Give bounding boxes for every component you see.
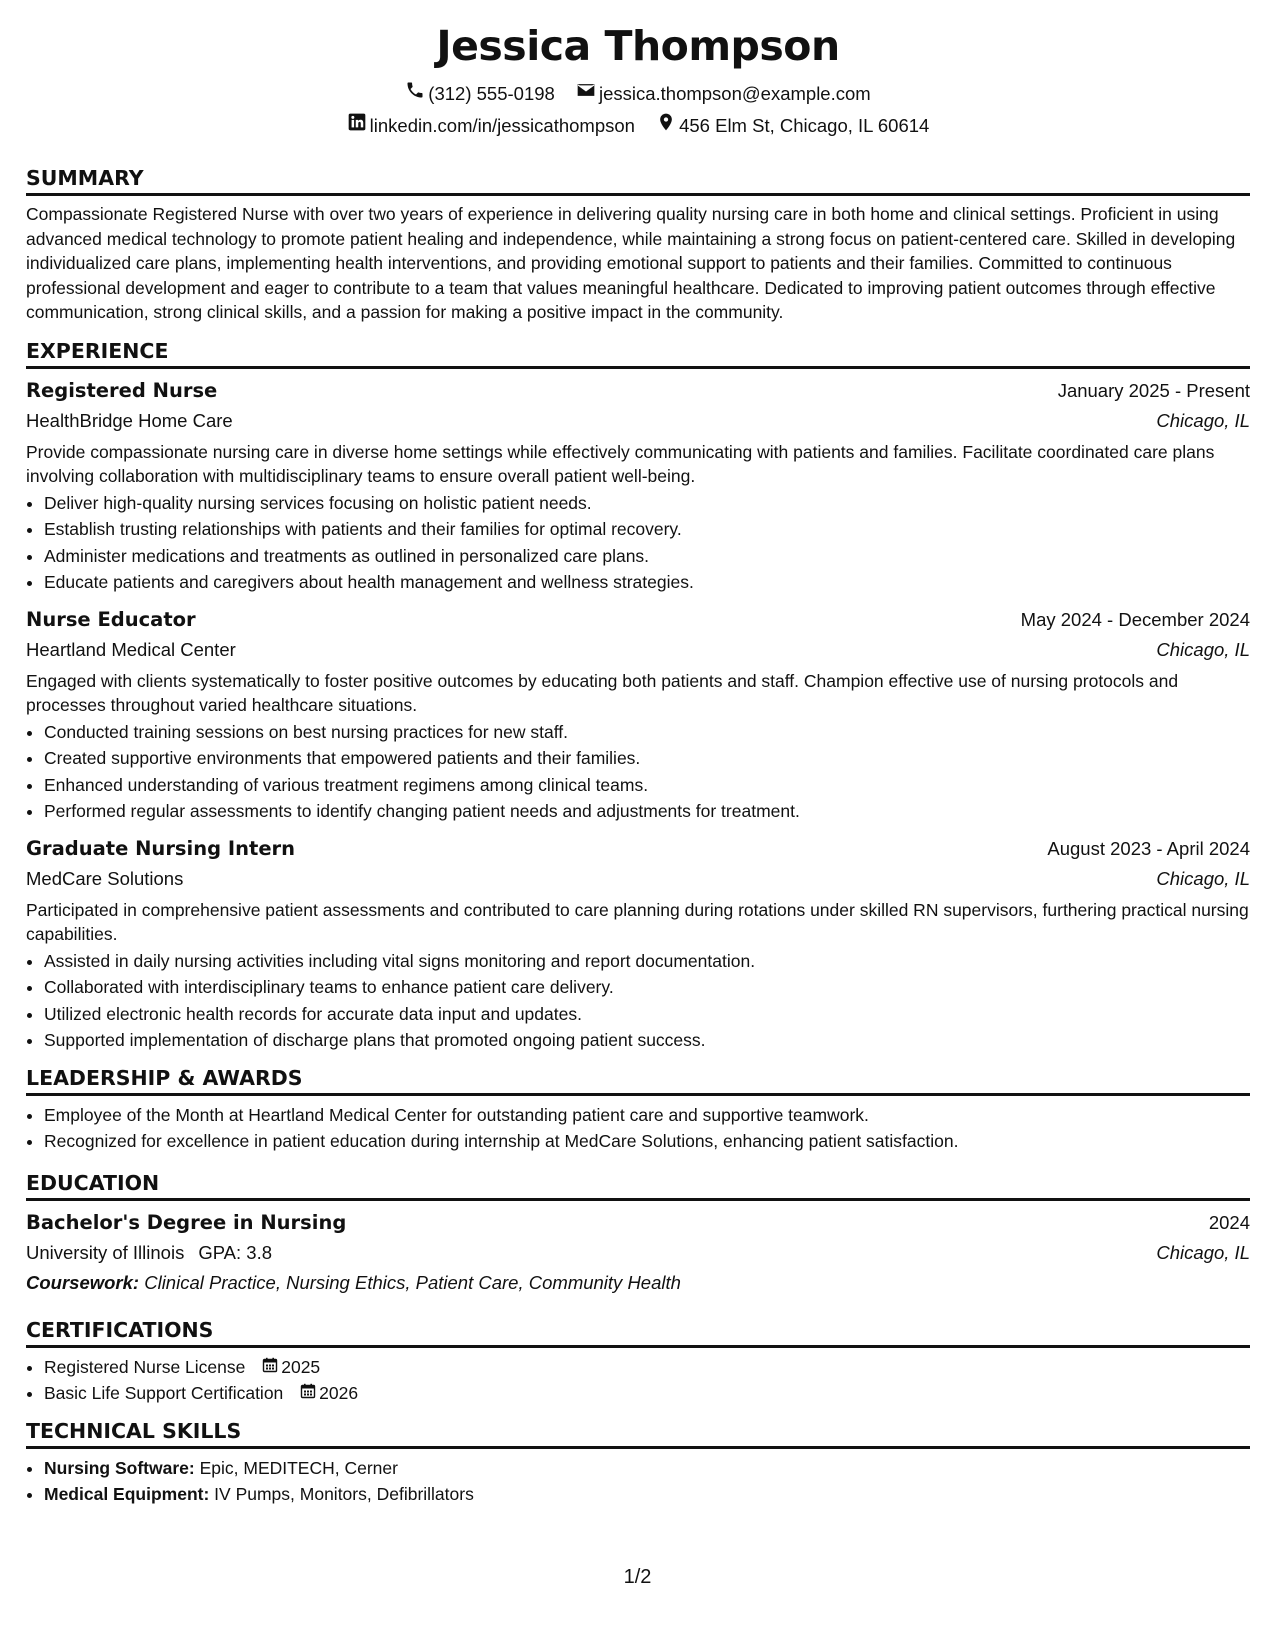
coursework-label: Coursework: xyxy=(26,1271,140,1293)
degree-title: Bachelor's Degree in Nursing xyxy=(26,1210,347,1234)
certification-date xyxy=(262,1354,320,1381)
list-item xyxy=(44,1455,1250,1482)
envelope-icon xyxy=(576,78,599,110)
job-company: HealthBridge Home Care xyxy=(26,409,233,431)
phone-icon xyxy=(405,78,428,110)
section-title-summary: SUMMARY xyxy=(26,164,1250,196)
skills-section xyxy=(26,1417,1250,1508)
summary-text: Compassionate Registered Nurse with over two years of experience in delivering quality nursing care in both home and clinical settings. Proficient in using advanced medical technology to promote patient healing and independence, while maintaining a strong focus on patient-centered care. Skilled in developing individualized care plans, implementing health interventions, and providing emotional support to patients and their families. Committed to continuous professional development and eager to contribute to a team that values meaningful healthcare. Dedicated to improving patient outcomes through effective communication, strong clinical skills, and a passion for making a positive impact in the community. xyxy=(26,204,1236,322)
list-item: • Recognized for excellence in patient education during internship at MedCare Solutions, enhancing patient satisfaction. xyxy=(44,1128,1250,1155)
coursework-list: Clinical Practice, Nursing Ethics, Patient Care, Community Health xyxy=(144,1271,681,1293)
certification-list xyxy=(26,1354,1250,1407)
list-item: • Administer medications and treatments as outlined in personalized care plans. xyxy=(44,543,1250,570)
skill-category: Medical Equipment: xyxy=(44,1484,210,1504)
job-title: Nurse Educator xyxy=(26,607,196,631)
gpa: GPA: 3.8 xyxy=(198,1241,273,1263)
job-bullets xyxy=(26,948,1250,1054)
school-line xyxy=(26,1238,272,1268)
job-title: Registered Nurse xyxy=(26,378,218,402)
job-location: Chicago, IL xyxy=(1156,867,1250,889)
section-title-experience: EXPERIENCE xyxy=(26,337,1250,369)
certification-date xyxy=(300,1380,358,1407)
job-company: MedCare Solutions xyxy=(26,867,184,889)
job-company: Heartland Medical Center xyxy=(26,638,236,660)
certification-year: 2026 xyxy=(319,1383,359,1403)
contact-address xyxy=(656,110,929,142)
list-item xyxy=(44,1354,1250,1381)
degree-row xyxy=(26,1207,1250,1238)
education-section xyxy=(26,1169,1250,1298)
calendar-icon xyxy=(262,1354,281,1381)
job-title: Graduate Nursing Intern xyxy=(26,836,296,860)
section-title-certifications: CERTIFICATIONS xyxy=(26,1316,1250,1348)
list-item: • Educate patients and caregivers about health management and wellness strategies. xyxy=(44,569,1250,596)
list-item: • Conducted training sessions on best nursing practices for new staff. xyxy=(44,719,1250,746)
job-dates: August 2023 - April 2024 xyxy=(1047,837,1250,859)
degree-year: 2024 xyxy=(1208,1211,1250,1233)
section-title-education: EDUCATION xyxy=(26,1169,1250,1201)
school-name: University of Illinois xyxy=(26,1241,185,1263)
certification-year: 2025 xyxy=(281,1356,321,1377)
list-item: • Employee of the Month at Heartland Medical Center for outstanding patient care and supportive teamwork. xyxy=(44,1102,1250,1129)
list-item: • Performed regular assessments to identify changing patient needs and adjustments for treatment. xyxy=(44,798,1250,825)
job-description: Engaged with clients systematically to foster positive outcomes by educating both patients and staff. Champion effective use of nursing protocols and processes throughout varied healthcare situations. xyxy=(26,670,1179,715)
map-pin-icon xyxy=(656,110,679,142)
certification-name: Basic Life Support Certification xyxy=(44,1383,284,1403)
job-company-row xyxy=(26,406,1250,436)
address-text: 456 Elm St, Chicago, IL 60614 xyxy=(679,115,930,136)
job-company-row xyxy=(26,864,1250,894)
candidate-name: Jessica Thompson xyxy=(436,22,840,70)
list-item: • Enhanced understanding of various treatment regimens among clinical teams. xyxy=(44,772,1250,799)
list-item: • Created supportive environments that empowered patients and their families. xyxy=(44,745,1250,772)
list-item: • Supported implementation of discharge plans that promoted ongoing patient success. xyxy=(44,1027,1250,1054)
skill-values: IV Pumps, Monitors, Defibrillators xyxy=(214,1484,474,1504)
certification-name: Registered Nurse License xyxy=(44,1356,246,1377)
skill-values: Epic, MEDITECH, Cerner xyxy=(199,1457,398,1478)
contact-line-2 xyxy=(26,110,1250,142)
list-item: • Deliver high-quality nursing services focusing on holistic patient needs. xyxy=(44,490,1250,517)
linkedin-text[interactable]: linkedin.com/in/jessicathompson xyxy=(369,115,635,136)
job-entry xyxy=(26,604,1250,825)
school-location: Chicago, IL xyxy=(1156,1241,1250,1263)
job-dates: May 2024 - December 2024 xyxy=(1020,608,1250,630)
phone-text: (312) 555-0198 xyxy=(428,83,555,104)
job-bullets xyxy=(26,719,1250,825)
linkedin-icon xyxy=(347,110,370,142)
experience-section xyxy=(26,337,1250,1054)
skill-category: Nursing Software: xyxy=(44,1457,195,1478)
job-entry xyxy=(26,375,1250,596)
leadership-bullets xyxy=(26,1102,1250,1155)
skills-list xyxy=(26,1455,1250,1508)
leadership-section xyxy=(26,1064,1250,1155)
contact-phone xyxy=(405,78,555,110)
certifications-section xyxy=(26,1316,1250,1407)
job-header-row xyxy=(26,604,1250,635)
job-location: Chicago, IL xyxy=(1156,638,1250,660)
job-dates: January 2025 - Present xyxy=(1057,379,1250,401)
job-location: Chicago, IL xyxy=(1156,409,1250,431)
section-title-skills: TECHNICAL SKILLS xyxy=(26,1417,1250,1449)
job-bullets xyxy=(26,490,1250,596)
job-header-row xyxy=(26,833,1250,864)
job-description: Participated in comprehensive patient assessments and contributed to care planning during rotations under skilled RN supervisors, furthering practical nursing capabilities. xyxy=(26,899,1249,944)
resume-page xyxy=(26,18,1250,1508)
calendar-icon xyxy=(300,1380,319,1407)
list-item: • Assisted in daily nursing activities including vital signs monitoring and report documentation. xyxy=(44,948,1250,975)
page-number: 1/2 xyxy=(623,1566,652,1588)
job-header-row xyxy=(26,375,1250,406)
email-text[interactable]: jessica.thompson@example.com xyxy=(598,83,871,104)
coursework xyxy=(26,1268,1250,1298)
list-item xyxy=(44,1481,1250,1508)
job-entry xyxy=(26,833,1250,1054)
list-item: • Utilized electronic health records for accurate data input and updates. xyxy=(44,1001,1250,1028)
contact-email[interactable] xyxy=(576,78,871,110)
contact-line-1 xyxy=(26,78,1250,110)
job-company-row xyxy=(26,635,1250,665)
summary-section xyxy=(26,164,1250,325)
list-item xyxy=(44,1380,1250,1407)
list-item: • Collaborated with interdisciplinary teams to enhance patient care delivery. xyxy=(44,974,1250,1001)
section-title-leadership: LEADERSHIP & AWARDS xyxy=(26,1064,1250,1096)
job-description: Provide compassionate nursing care in diverse home settings while effectively communicating with patients and families. Facilitate coordinated care plans involving collaboration with multidisciplinary teams to ensure overall patient well-being. xyxy=(26,441,1215,486)
list-item: • Establish trusting relationships with patients and their families for optimal recovery. xyxy=(44,516,1250,543)
contact-linkedin[interactable] xyxy=(347,110,635,142)
school-row xyxy=(26,1238,1250,1268)
